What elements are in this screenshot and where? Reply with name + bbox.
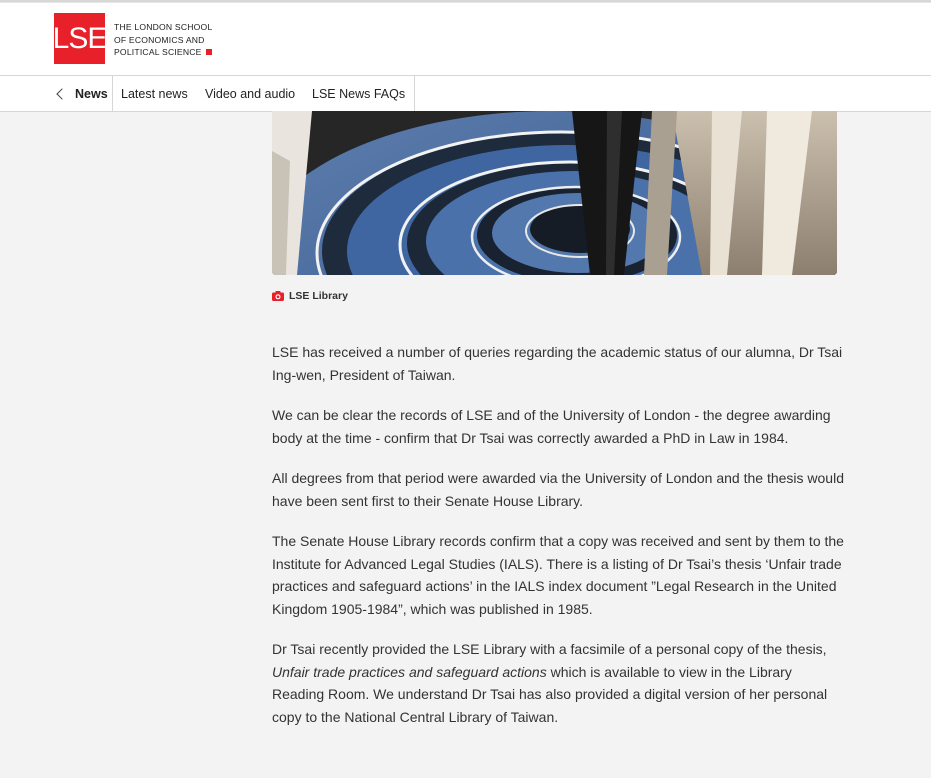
news-subnav bbox=[0, 75, 931, 112]
logo-wordmark[interactable] bbox=[114, 21, 212, 59]
article-paragraph-2: We can be clear the records of LSE and of the University of London - the degree awarding body at the time - confirm that Dr Tsai was correctly awarded a PhD in Law in 1984. bbox=[272, 407, 831, 446]
article-paragraph-5 bbox=[272, 638, 847, 728]
chevron-left-icon bbox=[56, 88, 67, 99]
logo-square-icon bbox=[206, 49, 212, 55]
library-spiral-illustration bbox=[272, 111, 837, 275]
article-paragraph-1: LSE has received a number of queries regarding the academic status of our alumna, Dr Tsai Ing-wen, President of Taiwan. bbox=[272, 344, 843, 383]
image-caption bbox=[272, 290, 348, 302]
article-paragraph-3: All degrees from that period were awarded via the University of London and the thesis would have been sent first to their Senate House Library. bbox=[272, 470, 844, 509]
lse-logo[interactable] bbox=[54, 13, 105, 64]
article-paragraph-4: The Senate House Library records confirm that a copy was received and sent by them to the Institute for Advanced Legal Studies (IALS). There is a listing of Dr Tsai’s thesis ‘Unfair trade practices and safeguard actions’ in the IALS index document ”Legal Research in the United Kingdom 1905-1984”, which was published in 1985. bbox=[272, 533, 844, 617]
nav-item-video-audio[interactable]: Video and audio bbox=[205, 86, 296, 101]
logo-mark: LSE bbox=[52, 21, 107, 55]
nav-back-news[interactable] bbox=[54, 76, 113, 111]
camera-icon bbox=[272, 291, 284, 301]
article-body bbox=[272, 341, 847, 746]
caption-text: LSE Library bbox=[289, 290, 348, 302]
nav-item-news-faqs[interactable]: LSE News FAQs bbox=[312, 76, 415, 111]
logo-line-1: THE LONDON SCHOOL bbox=[114, 22, 213, 32]
thesis-title: Unfair trade practices and safeguard actions bbox=[272, 663, 547, 680]
nav-back-label: News bbox=[75, 86, 108, 101]
nav-item-latest-news[interactable]: Latest news bbox=[121, 86, 188, 101]
library-photo bbox=[272, 111, 837, 275]
p5-text-before: Dr Tsai recently provided the LSE Library with a facsimile of a personal copy of the thesis, bbox=[272, 641, 827, 657]
logo-line-2: OF ECONOMICS AND bbox=[114, 34, 205, 45]
logo-line-3: POLITICAL SCIENCE bbox=[114, 47, 202, 57]
p5-text-after: which is available to view in the Library Reading Room. We understand Dr Tsai has also provided a digital version of her personal copy to the National Central Library of Taiwan. bbox=[272, 663, 828, 725]
site-header bbox=[0, 3, 931, 75]
